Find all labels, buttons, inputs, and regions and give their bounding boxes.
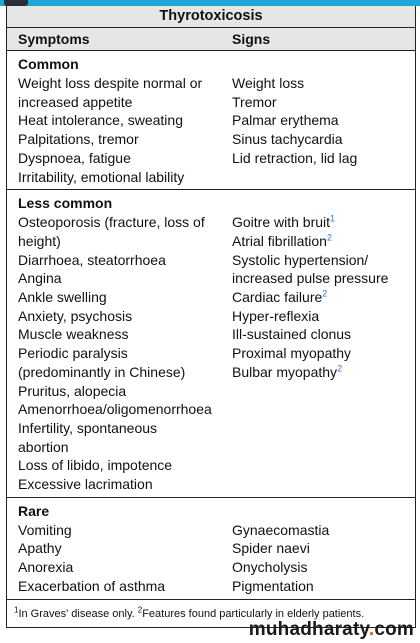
watermark-dot: . xyxy=(368,619,375,640)
section-title: Less common xyxy=(18,195,113,212)
watermark-name: muhadharaty xyxy=(248,619,369,640)
symptoms-list xyxy=(7,74,232,186)
sign-text: Ill-sustained clonus xyxy=(232,326,352,343)
section-common xyxy=(7,51,415,190)
footnote-text-2: Features found particularly in elderly patients. xyxy=(142,607,365,620)
symptom-line: Heat intolerance, sweating xyxy=(18,112,183,129)
sign-line xyxy=(232,344,415,363)
symptoms-column-header: Symptoms xyxy=(18,31,90,47)
symptom-line: Apathy xyxy=(18,540,62,557)
section-columns xyxy=(7,213,415,494)
sign-text: Sinus tachycardia xyxy=(232,131,343,148)
sign-text: Pigmentation xyxy=(232,577,314,594)
symptom-line: Periodic paralysis xyxy=(18,345,128,362)
sign-footnote-marker: 2 xyxy=(322,288,328,299)
sign-text: Onycholysis xyxy=(232,559,308,576)
signs-list xyxy=(232,521,415,596)
section-title: Common xyxy=(18,56,79,72)
symptom-line: Ankle swelling xyxy=(18,289,107,306)
column-header-row xyxy=(7,28,415,51)
footnote-marker-1: 1 xyxy=(14,604,19,614)
symptom-line: increased appetite xyxy=(18,93,133,110)
symptom-line: (predominantly in Chinese) xyxy=(18,363,186,380)
sign-footnote-marker: 2 xyxy=(326,232,332,243)
symptom-line: Anorexia xyxy=(18,559,74,576)
symptom-line: Pruritus, alopecia xyxy=(18,382,127,399)
footnote-marker-2: 2 xyxy=(137,604,143,614)
sign-text: Spider naevi xyxy=(232,540,310,557)
signs-column-header: Signs xyxy=(232,31,271,47)
sign-line xyxy=(232,363,415,382)
section-less-common xyxy=(7,190,415,498)
symptom-line: Osteoporosis (fracture, loss of xyxy=(18,214,205,231)
sign-line xyxy=(232,325,415,344)
sign-text: Systolic hypertension/ xyxy=(232,251,369,268)
sign-text: increased pulse pressure xyxy=(232,270,389,287)
sign-line xyxy=(232,558,415,577)
sign-text: Tremor xyxy=(232,93,277,110)
symptom-line: Irritability, emotional lability xyxy=(18,168,185,185)
sign-line xyxy=(232,93,415,112)
symptom-line: Weight loss despite normal or xyxy=(18,75,203,91)
symptom-line: Anxiety, psychosis xyxy=(18,307,133,324)
watermark-tld: com xyxy=(374,619,414,640)
symptom-line: height) xyxy=(18,232,61,249)
symptoms-list xyxy=(7,521,232,596)
sign-text: Proximal myopathy xyxy=(232,345,352,362)
symptom-line: Angina xyxy=(18,270,62,287)
symptom-line: Muscle weakness xyxy=(18,326,129,343)
symptom-line: Exacerbation of asthma xyxy=(18,577,166,594)
sign-line xyxy=(232,149,415,168)
sign-text: Palmar erythema xyxy=(232,112,339,129)
site-watermark xyxy=(249,619,414,641)
sign-line xyxy=(232,251,415,270)
sign-line xyxy=(232,269,415,288)
sign-text: Gynaecomastia xyxy=(232,521,330,538)
section-columns xyxy=(7,74,415,186)
sign-text: Atrial fibrillation xyxy=(232,232,327,249)
symptoms-list xyxy=(7,213,232,494)
symptom-line: Infertility, spontaneous xyxy=(18,419,158,436)
symptom-line: Vomiting xyxy=(18,521,72,538)
symptom-line: abortion xyxy=(18,438,69,455)
symptom-line: Excessive lacrimation xyxy=(18,476,153,493)
thyrotoxicosis-table xyxy=(6,6,416,628)
sign-line xyxy=(232,130,415,149)
sign-line xyxy=(232,111,415,130)
table-body xyxy=(7,51,415,600)
signs-list xyxy=(232,74,415,186)
sign-footnote-marker: 2 xyxy=(337,363,343,374)
sign-footnote-marker: 1 xyxy=(330,213,336,224)
sign-text: Hyper-reflexia xyxy=(232,307,320,324)
sign-line xyxy=(232,232,415,251)
sign-line xyxy=(232,521,415,540)
section-columns xyxy=(7,521,415,596)
sign-text: Cardiac failure xyxy=(232,289,323,306)
symptom-line: Loss of libido, impotence xyxy=(18,457,173,474)
sign-line xyxy=(232,74,415,93)
sign-line xyxy=(232,539,415,558)
signs-list xyxy=(232,213,415,494)
sign-line xyxy=(232,577,415,596)
section-title: Rare xyxy=(18,502,50,519)
sign-text: Lid retraction, lid lag xyxy=(232,149,358,166)
sign-text: Goitre with bruit xyxy=(232,214,331,231)
table-title: Thyrotoxicosis xyxy=(7,6,415,28)
footnote-text-1: In Graves' disease only. xyxy=(18,607,138,620)
sign-line xyxy=(232,213,415,232)
sign-line xyxy=(232,307,415,326)
symptom-line: Palpitations, tremor xyxy=(18,131,139,148)
symptom-line: Amenorrhoea/oligomenorrhoea xyxy=(18,401,212,418)
symptom-line: Dyspnoea, fatigue xyxy=(18,149,131,166)
sign-text: Bulbar myopathy xyxy=(232,363,338,380)
sign-text: Weight loss xyxy=(232,75,305,91)
symptom-line: Diarrhoea, steatorrhoea xyxy=(18,251,166,268)
sign-line xyxy=(232,288,415,307)
section-rare xyxy=(7,498,415,600)
